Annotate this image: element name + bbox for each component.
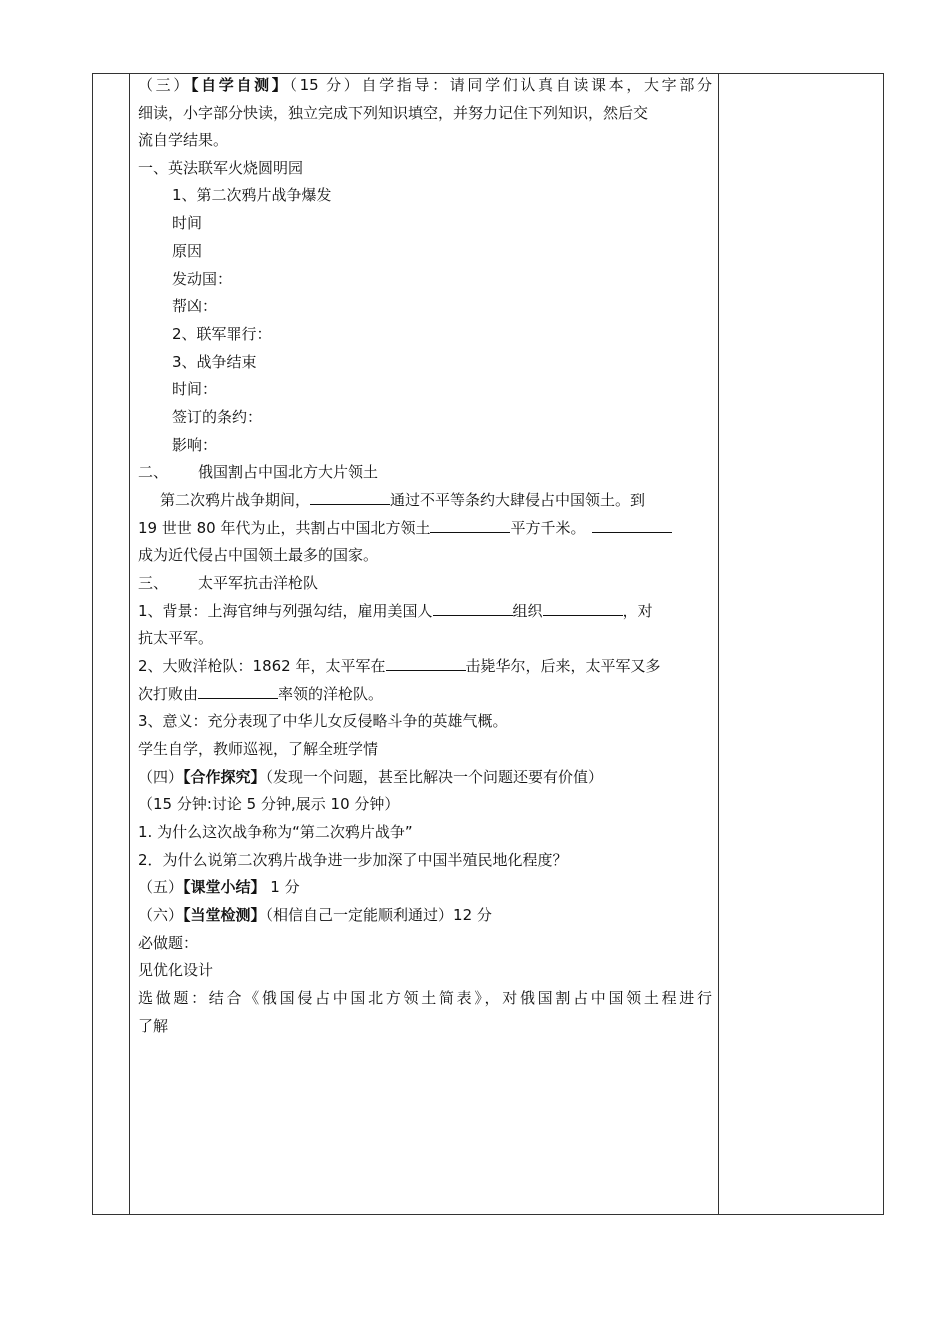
section4-heading — [138, 767, 603, 787]
section5-num: （五） — [138, 878, 184, 896]
section4-question-2: 2．为什么说第二次鸦片战争进一步加深了中国半殖民地化程度？ — [138, 851, 568, 869]
fill-blank[interactable] — [430, 518, 510, 533]
part3-num: 三、 — [138, 574, 169, 592]
section4-question-1: 1. 为什么这次战争称为“第二次鸦片战争” — [138, 823, 413, 841]
part2-paragraph-line3: 成为近代侵占中国领土最多的国家。 — [138, 546, 379, 564]
part1-item: 签订的条约： — [172, 408, 263, 426]
fill-blank[interactable] — [543, 601, 623, 616]
part3-meaning: 3、意义：充分表现了中华儿女反侵略斗争的英雄气概。 — [138, 712, 508, 730]
part1-item: 发动国： — [172, 270, 233, 288]
section4-num: （四） — [138, 768, 184, 786]
table-right-column-divider — [718, 74, 719, 1214]
section6-design: 见优化设计 — [138, 961, 214, 979]
part1-item: 原因 — [172, 242, 203, 260]
part1-item: 帮凶： — [172, 297, 218, 315]
part2-heading — [138, 462, 378, 482]
part3-background-line1: 1、背景：上海官绅与列强勾结，雇用美国人 组织 ，对 — [138, 602, 653, 620]
part1-item: 1、第二次鸦片战争爆发 — [172, 186, 332, 204]
part3-title: 太平军抗击洋枪队 — [198, 574, 319, 592]
part3-victory-line1: 2、大败洋枪队：1862 年，太平军在 击毙华尔，后来，太平军又多 — [138, 657, 661, 675]
section6-heading — [138, 905, 492, 925]
section3-heading — [138, 75, 712, 95]
section3-intro: （15 分）自学指导：请同学们认真自读课本，大字部分 — [289, 76, 712, 94]
fill-blank[interactable] — [386, 656, 466, 671]
section4-title: 【合作探究】 — [183, 768, 266, 786]
fill-blank[interactable] — [198, 684, 278, 699]
section3-title: 【自学自测】 — [190, 76, 290, 94]
table-left-column-divider — [129, 74, 130, 1214]
part3-heading — [138, 573, 318, 593]
section6-optional-line2: 了解 — [138, 1017, 169, 1035]
study-note: 学生自学，教师巡视，了解全班学情 — [138, 740, 379, 758]
fill-blank[interactable] — [310, 490, 390, 505]
section6-required: 必做题： — [138, 934, 199, 952]
section6-title: 【当堂检测】 — [183, 906, 266, 924]
section6-rest: （相信自己一定能顺利通过）12 分 — [265, 906, 492, 924]
part1-item: 时间 — [172, 214, 203, 232]
part1-item: 时间： — [172, 380, 218, 398]
part1-item: 影响： — [172, 436, 218, 454]
part1-heading: 一、英法联军火烧圆明园 — [138, 159, 304, 177]
part3-victory-line2: 次打败由 率领的洋枪队。 — [138, 685, 384, 703]
section6-optional-line1: 选做题：结合《俄国侵占中国北方领土简表》，对俄国割占中国领土程进行 — [138, 989, 712, 1007]
part2-paragraph-line1: 第二次鸦片战争期间， 通过不平等条约大肆侵占中国领土。到 — [160, 491, 646, 509]
section3-num: （三） — [138, 76, 191, 94]
section3-intro-line2: 细读，小字部分快读，独立完成下列知识填空，并努力记住下列知识，然后交 — [138, 104, 649, 122]
part2-num: 二、 — [138, 463, 169, 481]
section5-title: 【课堂小结】 — [183, 878, 266, 896]
part1-item: 2、联军罪行： — [172, 325, 272, 343]
section3-intro-line3: 流自学结果。 — [138, 131, 229, 149]
fill-blank[interactable] — [433, 601, 513, 616]
section5-rest: 1 分 — [265, 878, 300, 896]
part2-paragraph-line2: 19 世世 80 年代为止，共割占中国北方领土 平方千米。 — [138, 518, 672, 538]
section4-rest: （发现一个问题，甚至比解决一个问题还要有价值） — [265, 768, 604, 786]
part1-item: 3、战争结束 — [172, 353, 257, 371]
part3-background-line2: 抗太平军。 — [138, 629, 214, 647]
section6-num: （六） — [138, 906, 184, 924]
section4-time: （15 分钟:讨论 5 分钟,展示 10 分钟） — [138, 795, 400, 813]
fill-blank[interactable] — [592, 518, 672, 533]
part2-title: 俄国割占中国北方大片领土 — [198, 463, 379, 481]
section5-heading — [138, 877, 300, 897]
